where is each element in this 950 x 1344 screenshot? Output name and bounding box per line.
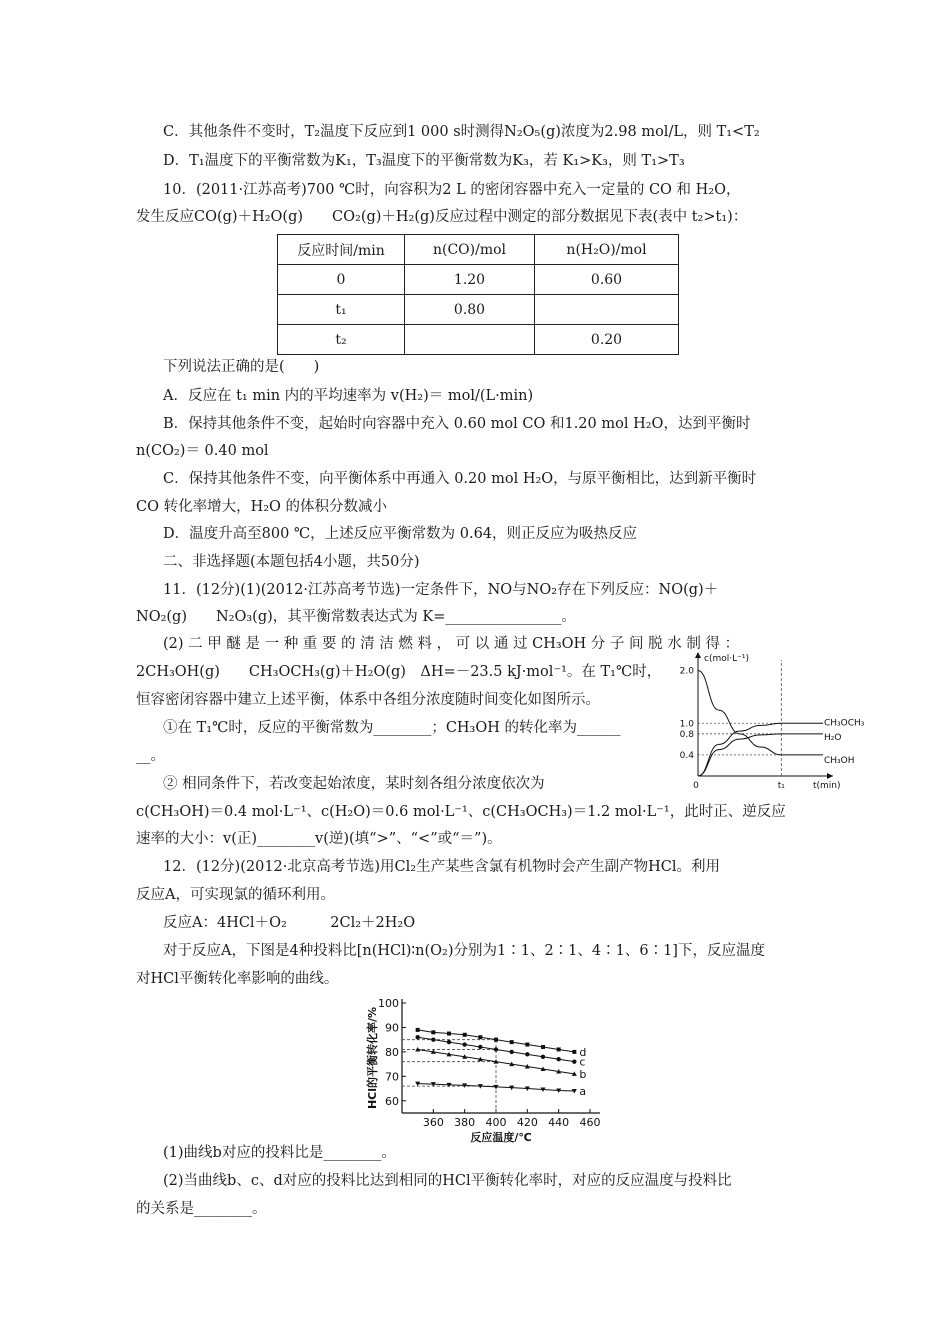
question-11-sub2-end: 速率的大小：v(正)________v(逆)(填“>”、“<”或“＝”)。 [136,831,502,847]
question-12-sub2-cont: 的关系是________。 [136,1201,267,1217]
data-point [541,1045,545,1049]
data-point [415,1035,419,1039]
data-point [494,1047,498,1051]
data-point [462,1042,466,1046]
series-line [698,671,823,755]
question-12-ratios-cont: 对HCl平衡转化率影响的曲线。 [136,971,339,987]
data-point [478,1045,482,1049]
y-tick-label: 70 [385,1070,399,1084]
y-tick-label: 1.0 [679,719,694,730]
table-header: n(CO)/mol [405,235,535,265]
y-tick-label: 100 [378,997,399,1010]
data-point [447,1040,451,1044]
x-tick-label: 380 [454,1116,476,1129]
y-axis-label: c(mol·L⁻¹) [704,654,749,664]
question-12-ratios: 对于反应A，下图是4种投料比[n(HCl)∶n(O₂)分别为1∶1、2∶1、4∶1、6∶1]下，反应温度 [163,943,765,959]
y-tick-label: 80 [385,1045,399,1059]
data-point [463,1033,467,1037]
y-tick-label: 2.0 [679,666,694,677]
question-11-sub2-cont: c(CH₃OH)＝0.4 mol·L⁻¹、c(H₂O)＝0.6 mol·L⁻¹、c(CH₃OCH₃)＝1.2 mol·L⁻¹，此时正、逆反应 [136,804,786,820]
option-c-cont: CO 转化率增大，H₂O 的体积分数减小 [136,499,388,515]
x-tick-label: 360 [422,1116,444,1129]
series-label: b [579,1067,587,1081]
concentration-chart [660,650,865,791]
option-d: D．温度升高至800 ℃，上述反应平衡常数为 0.64，则正反应为吸热反应 [163,526,638,542]
question-11-reaction: 2CH₃OH(g) CH₃OCH₃(g)＋H₂O(g) ΔH=－23.5 kJ·mol⁻¹。在 T₁℃时， [136,664,662,680]
x-tick-label: 420 [516,1116,538,1129]
option-c: C．保持其他条件不变，向平衡体系中再通入 0.20 mol H₂O，与原平衡相比，达到新平衡时 [163,471,757,487]
table-row [278,295,679,325]
x-tick-label: 0 [693,781,699,791]
option-d-line: D．T₁温度下的平衡常数为K₁，T₃温度下的平衡常数为K₃，若 K₁>K₃，则 T₁>T₃ [163,153,685,169]
x-axis-arrow [827,773,833,779]
table-cell: 0.20 [535,325,679,355]
x-tick-label: 460 [579,1116,601,1129]
data-table [277,234,679,355]
data-point [572,1050,576,1054]
option-c-line: C．其他条件不变时，T₂温度下反应到1 000 s时测得N₂O₅(g)浓度为2.98 mol/L，则 T₁<T₂ [163,124,760,140]
table-header: n(H₂O)/mol [535,235,679,265]
data-point [447,1032,451,1036]
x-tick-label: 400 [485,1116,507,1129]
table-cell [535,295,679,325]
y-tick-label: 90 [385,1021,399,1035]
data-point [510,1040,514,1044]
question-12-reaction: 反应A：4HCl＋O₂ 2Cl₂＋2H₂O [163,915,416,931]
y-axis-arrow [695,652,701,658]
question-11-line2: NO₂(g) N₂O₃(g)，其平衡常数表达式为 K=________________。 [136,609,576,625]
series-label: c [579,1055,586,1069]
table-cell: 1.20 [405,265,535,295]
table-cell: t₁ [278,295,405,325]
table-cell: 0.80 [405,295,535,325]
data-point [509,1050,513,1054]
table-row [278,265,679,295]
data-point [541,1055,545,1059]
table-cell: t₂ [278,325,405,355]
table-cell: 0 [278,265,405,295]
hcl-conversion-chart [360,995,610,1144]
section-heading: 二、非选择题(本题包括4小题，共50分) [163,554,420,570]
question-12-sub2: (2)当曲线b、c、d对应的投料比达到相同的HCl平衡转化率时，对应的反应温度与投料比 [163,1173,732,1189]
question-10-stem: 10．(2011·江苏高考)700 ℃时，向容积为2 L 的密闭容器中充入一定量的 CO 和 H₂O， [163,182,741,198]
legend-label: CH₃OH [824,755,855,766]
table-cell: 0.60 [535,265,679,295]
y-tick-label: 0.4 [679,750,694,761]
table-header-row [278,235,679,265]
question-11-sub2: ② 相同条件下，若改变起始浓度，某时刻各组分浓度依次为 [163,776,545,792]
x-axis-label: t(min) [813,781,841,791]
table-header: 反应时间/min [278,235,405,265]
legend-label: H₂O [824,732,842,743]
question-10-prompt: 下列说法正确的是( ) [163,359,320,375]
x-tick-label: 440 [548,1116,570,1129]
question-11-context: 恒容密闭容器中建立上述平衡，体系中各组分浓度随时间变化如图所示。 [136,692,600,708]
x-tick-label: t₁ [777,781,785,791]
data-point [556,1057,560,1061]
data-point [525,1052,529,1056]
y-tick-label: 60 [385,1094,399,1108]
data-point [431,1030,435,1034]
data-point [572,1059,576,1063]
option-b-cont: n(CO₂)＝ 0.40 mol [136,443,269,459]
y-axis-label: HCl的平衡转化率/% [366,1006,379,1110]
option-a: A．反应在 t₁ min 内的平均速率为 v(H₂)＝ mol/(L·min) [163,388,534,404]
y-tick-label: 0.8 [679,729,694,740]
series-label: d [579,1045,587,1059]
legend-label: CH₃OCH₃ [824,718,865,729]
table-cell [405,325,535,355]
data-point [431,1037,435,1041]
series-label: a [579,1085,587,1098]
question-11-sub1: ①在 T₁℃时，反应的平衡常数为________；CH₃OH 的转化率为______ [163,720,621,736]
question-11-sub1-cont: __。 [136,748,165,764]
option-b: B．保持其他条件不变，起始时向容器中充入 0.60 mol CO 和1.20 mol H₂O，达到平衡时 [163,416,751,432]
question-10-reaction: 发生反应CO(g)＋H₂O(g) CO₂(g)＋H₂(g)反应过程中测定的部分数据见下表(表中 t₂>t₁)： [136,209,748,225]
data-point [494,1038,498,1042]
data-point [416,1028,420,1032]
table-row [278,325,679,355]
question-11-stem: 11．(12分)(1)(2012·江苏高考节选)一定条件下，NO与NO₂存在下列反应：NO(g)＋ [163,582,719,598]
question-12-sub1: (1)曲线b对应的投料比是________。 [163,1145,396,1161]
question-11-part2: (2) 二 甲 醚 是 一 种 重 要 的 清 洁 燃 料 ， 可 以 通 过 CH₃OH 分 子 间 脱 水 制 得 ： [163,636,740,652]
data-point [525,1043,529,1047]
data-point [557,1047,561,1051]
question-12-line2: 反应A，可实现氯的循环利用。 [136,887,335,903]
data-point [478,1035,482,1039]
question-12-stem: 12．(12分)(2012·北京高考节选)用Cl₂生产某些含氯有机物时会产生副产物HCl。利用 [163,859,720,875]
x-axis-label: 反应温度/℃ [470,1131,532,1144]
